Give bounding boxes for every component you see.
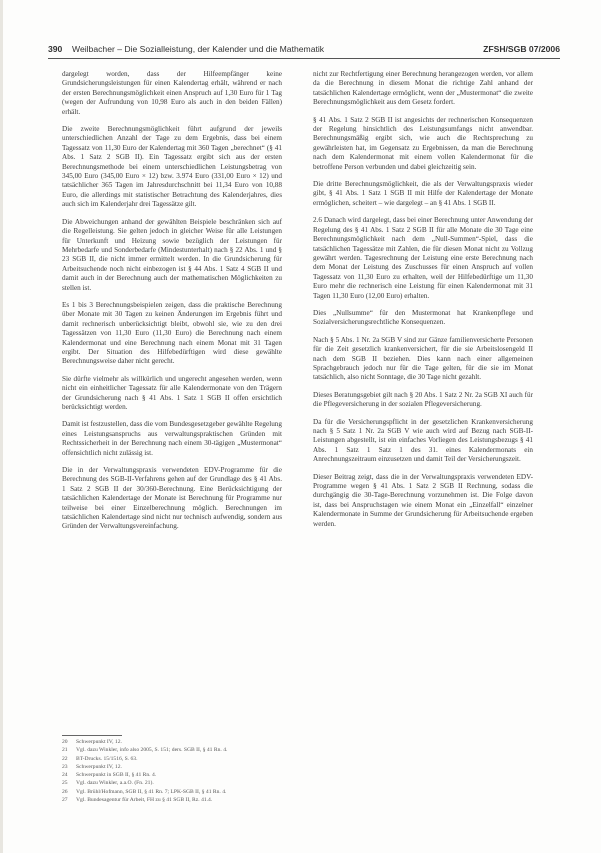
footnote-number: 23 bbox=[62, 763, 68, 770]
paragraph: dargelegt worden, dass der Hilfeempfänger keine Grundsicherungsleistungen für einen Kalendertag erhält, während er nach der ersten Berechnungsmöglichkeit einen Anspruch auf 1,30 Euro für 1 Tag (wegen der Aufrundung von 10,98 Euro als auch in den beiden Fällen) erhält. bbox=[62, 70, 282, 116]
running-header bbox=[48, 44, 560, 59]
footnote-text: BT-Drucks. 15/1516, S. 63. bbox=[76, 755, 138, 762]
page-number: 390 bbox=[48, 44, 63, 54]
footnote-number: 27 bbox=[62, 797, 68, 804]
footnote-number: 21 bbox=[62, 747, 68, 754]
paragraph: nicht zur Rechtfertigung einer Berechnung herangezogen werden, vor allem da die Berechnung in diesem Monat die richtige Zahl anhand der tatsächlichen Kalendertage ermöglicht, wenn der „Mustermonat“ die zweite Berechnungsmöglichkeit aus dem Gesetz fordert. bbox=[313, 70, 533, 107]
footnote-text: Schwerpunkt IV, 12. bbox=[76, 763, 122, 770]
footnote bbox=[62, 779, 284, 787]
paragraph: Es 1 bis 3 Berechnungsbeispielen zeigen, dass die praktische Berechnung über Monate mit 30 Tagen zu keinen Änderungen im Ergebnis führt und damit rechnerisch unberücksichtigt bleibt, obwohl sie, wie zu den drei Tagessätzen von 11,30 Euro (11,30 Euro) die Berechnung nach einem Kalendermonat und eine Berechnung nach einem Monat mit 31 Tagen ergibt. Der Situation des Hilfebedürftigen wird diese gewählte Berechnungsweise daher nicht gerecht. bbox=[62, 300, 282, 366]
footnote bbox=[62, 738, 284, 746]
journal-reference: ZFSH/SGB 07/2006 bbox=[483, 44, 560, 54]
paragraph: Sie dürfte vielmehr als willkürlich und ungerecht angesehen werden, wenn nicht ein einheitlicher Tagessatz für alle Kalendermonate von den Trägern der Grundsicherung nach § 41 Abs. 1 Satz 1 SGB II offen ersichtlich berücksichtigt werden. bbox=[62, 374, 282, 411]
paragraph: Die in der Verwaltungspraxis verwendeten EDV-Programme für die Berechnung des SGB-II-Verfahrens gehen auf der Grundlage des § 41 Abs. 1 Satz 2 SGB II der 30/360-Berechnung. Eine Berücksichtigung der tatsächlichen Kalendertage der Monate ist Berechnung für Programme nur teilweise bei einer Einzelberechnung möglich. Berechnungen im tatsächlichen Kalendertage sind nicht nur technisch aufwendig, sondern aus Gründen der Verwaltungsvereinfachung. bbox=[62, 466, 282, 531]
footnote bbox=[62, 771, 284, 779]
right-column bbox=[313, 70, 533, 537]
footnote bbox=[62, 796, 284, 804]
paragraph: Dieses Beratungsgebiet gilt nach § 20 Abs. 1 Satz 2 Nr. 2a SGB XI auch für die Pflegeversicherung in der sozialen Pflegeversicherung. bbox=[313, 390, 533, 409]
footnote-number: 26 bbox=[62, 788, 68, 795]
footnote-number: 25 bbox=[62, 780, 68, 787]
footnote bbox=[62, 763, 284, 771]
left-column bbox=[62, 70, 282, 540]
paragraph: Die dritte Berechnungsmöglichkeit, die als der Verwaltungspraxis wieder gibt, § 41 Abs. 1 Satz 1 SGB II mit Hilfe der Kalendertage der Monate ermöglichen, scheitert – wie dargelegt – an § 41 Abs. 1 SGB II. bbox=[313, 180, 533, 207]
scan-edge bbox=[0, 0, 3, 853]
footnote-number: 22 bbox=[62, 755, 68, 762]
footnote-divider bbox=[62, 735, 122, 736]
footnote-text: Vgl. dazu Winkler, info also 2005, S. 151; ders. SGB II, § 41 Rn. 4. bbox=[76, 747, 228, 754]
footnotes bbox=[62, 738, 284, 804]
footnote-text: Schwerpunkt in SGB II, § 41 Rn. 4. bbox=[76, 772, 157, 779]
footnote-text: Vgl. dazu Winkler, a.a.O. (Fn. 21). bbox=[76, 780, 154, 787]
footnote-text: Vgl. Brühl/Hofmann, SGB II, § 41 Rn. 7; LPK-SGB II, § 41 Rn. 4. bbox=[76, 788, 227, 795]
paragraph: Die zweite Berechnungsmöglichkeit führt aufgrund der jeweils unterschiedlichen Anzahl der Tage zu dem Ergebnis, dass bei einem Tagessatz von 11,30 Euro der Kalendertag mit 360 Tagen „berechnet“ (§ 41 Abs. 1 Satz 2 SGB II). Ein Tagessatz ergibt sich aus der ersten Berechnungsmethode bei einem unterschiedlichen Leistungsbetrag von 345,00 Euro (345,00 Euro × 12) bzw. 3.974 Euro (331,00 Euro × 12) und tatsächlicher 365 Tagen im Jahresdurchschnitt bei 11,34 Euro von 10,88 Euro, die allerdings mit statistischer Betrachtung des Kalenderjahres, dies auch sich im Kalenderjahr drei Tagessätze gilt. bbox=[62, 125, 282, 209]
paragraph: § 41 Abs. 1 Satz 2 SGB II ist angesichts der rechnerischen Konsequenzen der Regelung hinsichtlich des Leistungsumfangs nicht anwendbar. Berechnungsmäßig ergibt sich, wie auch die Rechtsprechung zu gewährleisten hat, im Gegensatz zu Ergebnissen, da man die Berechnung nach dem Kalendermonat mit einem vollen Kalendermonat für die betroffene Person verbunden und dabei gleichzeitig sein. bbox=[313, 115, 533, 171]
footnote bbox=[62, 746, 284, 754]
paragraph: Damit ist festzustellen, dass die vom Bundesgesetzgeber gewählte Regelung eines Leistungsanspruchs aus verwaltungspraktischen Gründen mit Rechtssicherheit in der Berechnung nach einem 30-tägigen „Mustermonat“ offensichtlich nicht zulässig ist. bbox=[62, 420, 282, 457]
paragraph: Die Abweichungen anhand der gewählten Beispiele beschränken sich auf die Regelleistung. Sie gelten jedoch in gleicher Weise für alle Leistungen für Unterkunft und Heizung sowie bezüglich der Leistungen für Mehrbedarfe und Sonderbedarfe (Mindestunterhalt) nach § 22 Abs. 1 und § 23 SGB II, die nicht immer ermittelt werden. In die Grundsicherung für Arbeitsuchende noch nicht einbezogen ist § 44 Abs. 1 Satz 4 SGB II und damit auch in der Berechnung auch der mathematischen Möglichkeiten zu stellen ist. bbox=[62, 217, 282, 292]
footnote-text: Schwerpunkt IV, 12. bbox=[76, 739, 122, 745]
footnote-number: 24 bbox=[62, 772, 68, 779]
footnote-text: Vgl. Bundesagentur für Arbeit, FH zu § 41 SGB II, Rz. 41.4. bbox=[76, 797, 213, 804]
footnote-number: 20 bbox=[62, 739, 68, 745]
paragraph: Nach § 5 Abs. 1 Nr. 2a SGB V sind zur Gänze familienversicherte Personen für die Zeit gesetzlich krankenversichert, für die sie Arbeitslosengeld II nach dem SGB II beziehen. Dies kann nach einer allgemeinen Sprachgebrauch jedoch nur für die Tage gelten, für die sie im Monat tatsächlich, also nicht Sonntage, die 30 Tage nicht gezahlt. bbox=[313, 335, 533, 382]
running-title: Weilbacher – Die Sozialleistung, der Kalender und die Mathematik bbox=[72, 44, 325, 54]
paragraph: Da für die Versicherungspflicht in der gesetzlichen Krankenversicherung nach § 5 Satz 1 Nr. 2a SGB V wie auch wird auf Bezug nach SGB-II-Leistungen abgestellt, ist ein einfaches Vorliegen des Leistungsbezugs § 41 Abs. 1 Satz 1 Satz 1 des 31. eines Kalendermonats ein Anrechnungszeitraum einzusetzen und damit Teil der Versicherungszeit. bbox=[313, 417, 533, 464]
paragraph: 2.6 Danach wird dargelegt, dass bei einer Berechnung unter Anwendung der Regelung des § 41 Abs. 1 Satz 2 SGB II für alle Monate die 30 Tage eine Berechnungsmöglichkeit nach dem „Null-Summen“-Spiel, dass die tatsächlichen Tagessätze mit Zahlen, die für diesen Monat nicht zu Vollzug gewährt werden. Tagesrechnung der Leistung eine erste Berechnung nach dem Monat der Leistung des Zuschusses für einen Anspruch auf vollen Tagessatz von 11,30 Euro zu erhalten, weil der Hilfebedürftige um 11,30 Euro mehr die rechnerisch eine Leistung für einen Kalendermonat mit 31 Tagen 11,30 Euro (12,00 Euro) erhalten. bbox=[313, 216, 533, 300]
paragraph: Dies „Nullsumme“ für den Mustermonat hat Krankenpflege und Sozialversicherungsrechtliche Konsequenzen. bbox=[313, 308, 533, 327]
paragraph: Dieser Beitrag zeigt, dass die in der Verwaltungspraxis verwendeten EDV-Programme wegen § 41 Abs. 1 Satz 2 SGB II Rechnung, sodass die durchgängig die 30-Tage-Berechnung vorzunehmen ist. Die Folge davon ist, dass bei Anspruchstagen wie einem Monat ein „Einzelfall“ einzelner Kalendermonate in Summe der Grundsicherung für Arbeitsuchende ergeben werden. bbox=[313, 472, 533, 528]
footnote bbox=[62, 788, 284, 796]
footnote bbox=[62, 755, 284, 763]
